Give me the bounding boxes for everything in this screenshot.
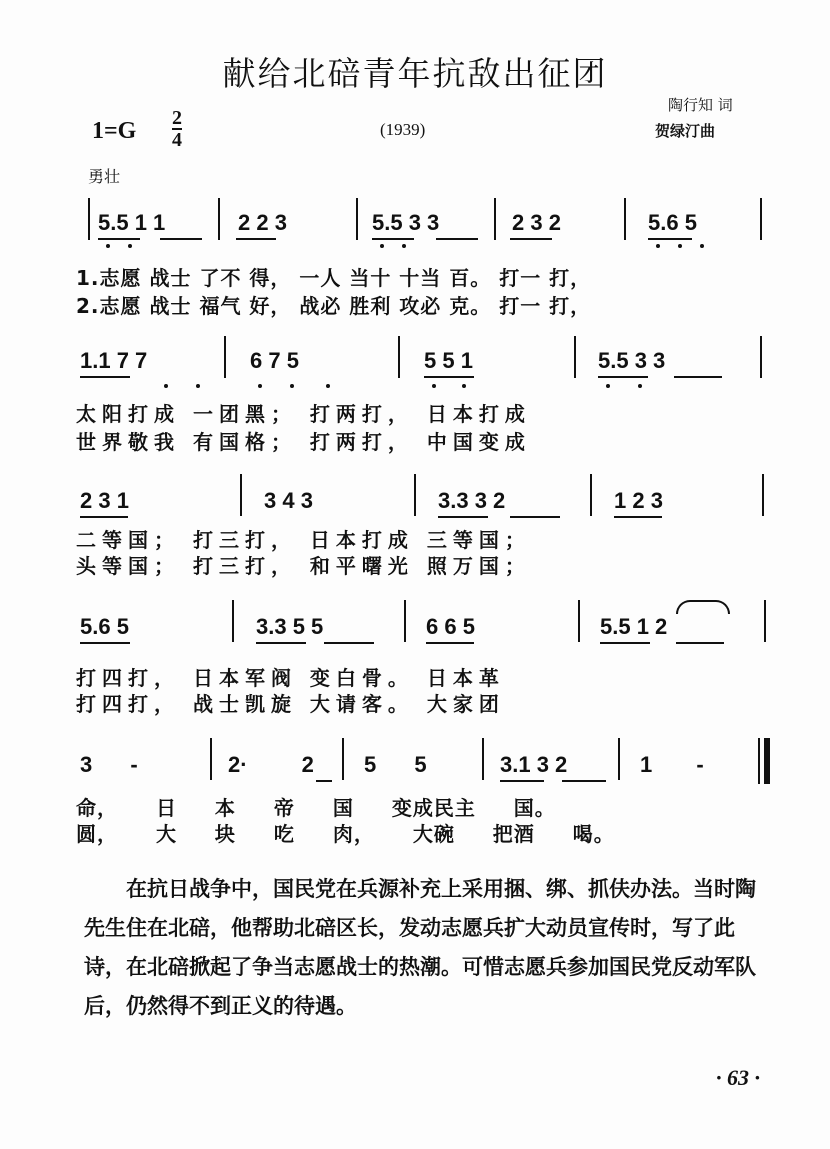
beam <box>674 376 722 378</box>
measure: 1 2 3 <box>614 488 663 513</box>
lyricist-credit: 陶行知 词 <box>668 96 733 114</box>
measure: 3.3 3 2 <box>438 488 506 513</box>
beam <box>614 516 662 518</box>
measure: 5 5 1 <box>424 348 473 373</box>
beam <box>648 238 692 240</box>
low-octave-dot <box>432 384 436 388</box>
beam <box>80 516 128 518</box>
beam <box>510 238 552 240</box>
lyrics-verse-1: 命， 日 本 帝 国 变成民主 国。 <box>76 796 556 820</box>
low-octave-dot <box>402 244 406 248</box>
low-octave-dot <box>164 384 168 388</box>
time-signature <box>172 108 182 150</box>
measure: 6 6 5 <box>426 614 475 639</box>
barline <box>618 738 620 780</box>
barline <box>88 198 90 240</box>
year: (1939) <box>380 120 426 139</box>
beam <box>316 780 332 782</box>
composer-credit: 贺绿汀曲 <box>655 122 716 140</box>
measure: 3 - <box>80 752 154 777</box>
barline <box>232 600 234 642</box>
lyrics-verse-2: 打四打， 战士凯旋 大请客。 大家团 <box>76 692 505 716</box>
lyrics-verse-2: 头等国； 打三打， 和平曙光 照万国； <box>76 554 531 578</box>
barline <box>356 198 358 240</box>
measure: 5.5 1 2 <box>600 614 668 639</box>
commentary-paragraph: 在抗日战争中，国民党在兵源补充上采用捆、绑、抓伕办法。当时陶先生住在北碚，他帮助北碚区长，发动志愿兵扩大动员宣传时，写了此诗，在北碚掀起了争当志愿战士的热潮。可惜志愿兵参加国民党反动军队后，仍然得不到正义的待遇。 <box>84 877 756 1018</box>
barline <box>218 198 220 240</box>
measure: 6 7 5 <box>250 348 299 373</box>
low-octave-dot <box>196 384 200 388</box>
key-signature: 1=G <box>92 118 137 144</box>
barline <box>224 336 226 378</box>
low-octave-dot <box>462 384 466 388</box>
measure: 5.5 3 3 <box>372 210 440 235</box>
low-octave-dot <box>606 384 610 388</box>
low-octave-dot <box>128 244 132 248</box>
final-barline-thin <box>758 738 760 784</box>
beam <box>372 238 414 240</box>
measure: 3.1 3 2 <box>500 752 568 777</box>
low-octave-dot <box>258 384 262 388</box>
barline <box>404 600 406 642</box>
page-number: · 63 · <box>716 1065 760 1090</box>
low-octave-dot <box>106 244 110 248</box>
beam <box>598 376 648 378</box>
barline <box>578 600 580 642</box>
low-octave-dot <box>380 244 384 248</box>
beam <box>80 376 130 378</box>
measure: 2 3 2 <box>512 210 561 235</box>
measure: 5.6 5 <box>648 210 697 235</box>
measure: 5.5 1 1 <box>98 210 166 235</box>
beam <box>438 516 488 518</box>
beam <box>424 376 474 378</box>
beam <box>160 238 202 240</box>
barline <box>762 474 764 516</box>
low-octave-dot <box>290 384 294 388</box>
barline <box>574 336 576 378</box>
beam <box>510 516 560 518</box>
barline <box>414 474 416 516</box>
time-signature-bottom: 4 <box>172 129 182 151</box>
barline <box>764 600 766 642</box>
barline <box>760 336 762 378</box>
barline <box>494 198 496 240</box>
measure: 5.6 5 <box>80 614 129 639</box>
lyrics-verse-2: 2.志愿 战士 福气 好， 战必 胜利 攻必 克。 打一 打， <box>76 294 592 318</box>
barline <box>624 198 626 240</box>
beam <box>426 642 474 644</box>
slur <box>676 600 730 614</box>
beam <box>436 238 478 240</box>
beam <box>500 780 544 782</box>
low-octave-dot <box>678 244 682 248</box>
low-octave-dot <box>326 384 330 388</box>
lyrics-verse-1: 二等国； 打三打， 日本打成 三等国； <box>76 528 531 552</box>
beam <box>236 238 276 240</box>
measure: 5 5 <box>364 752 427 777</box>
barline <box>760 198 762 240</box>
measure: 5.5 3 3 <box>598 348 666 373</box>
lyrics-verse-1: 太阳打成 一团黑； 打两打， 日本打成 <box>76 402 531 426</box>
measure: 1 - <box>640 752 704 777</box>
barline <box>210 738 212 780</box>
barline <box>342 738 344 780</box>
tempo-marking: 勇壮 <box>88 167 121 186</box>
beam <box>80 642 130 644</box>
beam <box>562 780 606 782</box>
lyrics-verse-2: 世界敬我 有国格； 打两打， 中国变成 <box>76 430 531 454</box>
beam <box>600 642 650 644</box>
measure: 3 4 3 <box>264 488 313 513</box>
measure: 2 2 3 <box>238 210 287 235</box>
measure: 1.1 7 7 <box>80 348 148 373</box>
measure: 2 3 1 <box>80 488 129 513</box>
barline <box>240 474 242 516</box>
low-octave-dot <box>656 244 660 248</box>
final-barline-thick <box>764 738 770 784</box>
measure: 3.3 5 5 <box>256 614 324 639</box>
barline <box>482 738 484 780</box>
lyrics-verse-2: 圆， 大 块 吃 肉， 大碗 把酒 喝。 <box>76 822 615 846</box>
time-signature-top: 2 <box>172 107 182 129</box>
barline <box>590 474 592 516</box>
beam <box>324 642 374 644</box>
lyrics-verse-1: 1.志愿 战士 了不 得， 一人 当十 十当 百。 打一 打， <box>76 266 592 290</box>
song-title: 献给北碚青年抗敌出征团 <box>222 54 608 93</box>
low-octave-dot <box>638 384 642 388</box>
beam <box>256 642 306 644</box>
barline <box>398 336 400 378</box>
beam <box>98 238 140 240</box>
measure: 2· 2 <box>228 752 314 777</box>
low-octave-dot <box>700 244 704 248</box>
beam <box>676 642 724 644</box>
lyrics-verse-1: 打四打， 日本军阀 变白骨。 日本革 <box>76 666 505 690</box>
